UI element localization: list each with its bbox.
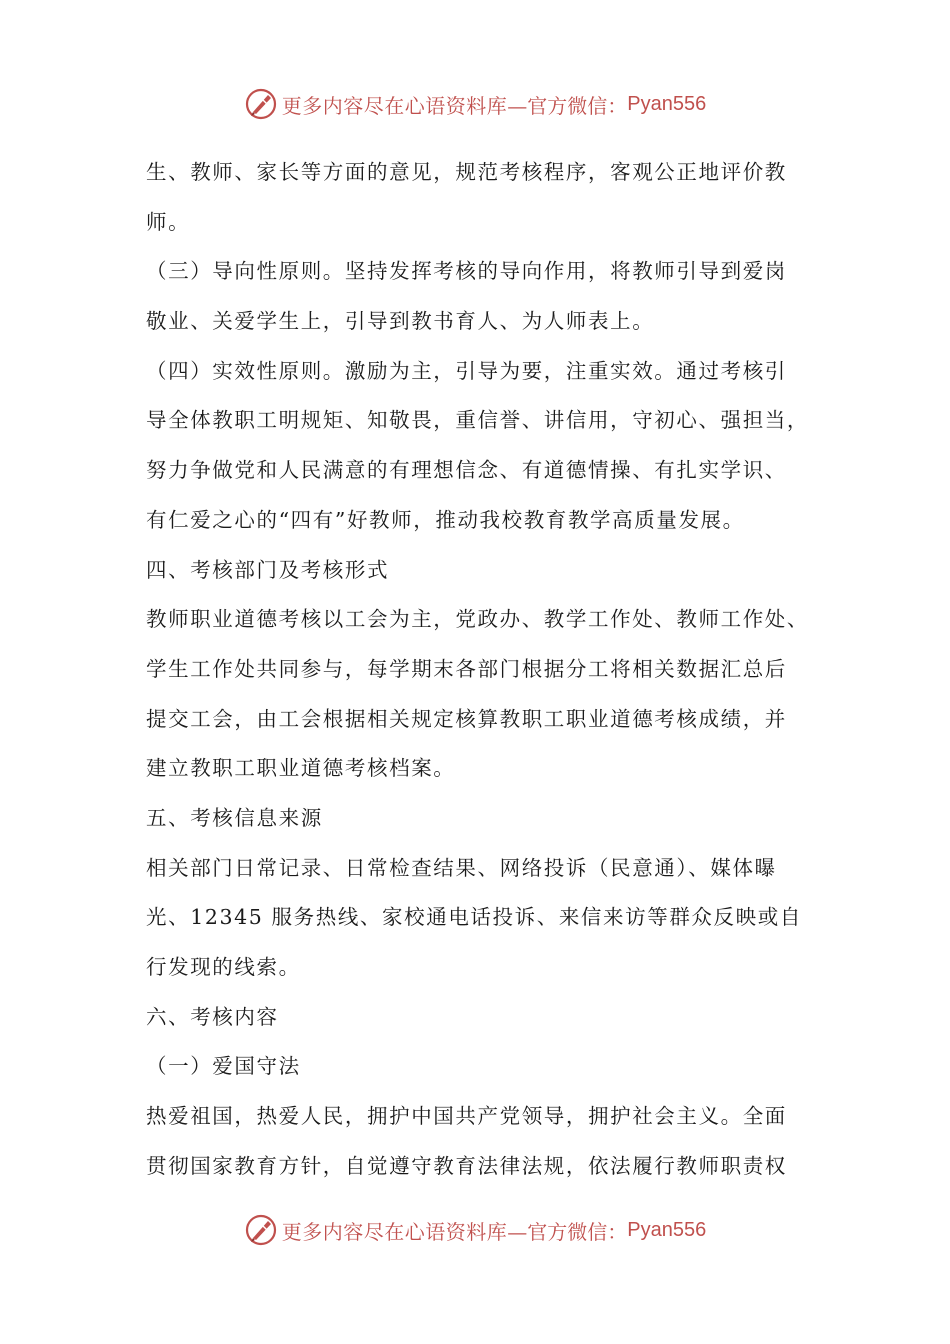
- watermark-id: Pyan556: [627, 92, 707, 115]
- quill-pen-logo-icon: [244, 1213, 278, 1247]
- text-line: 导全体教职工明规矩、知敬畏，重信誉、讲信用，守初心、强担当，: [146, 408, 809, 433]
- subsection-heading: （一）爱国守法: [146, 1054, 301, 1079]
- text-line: 努力争做党和人民满意的有理想信念、有道德情操、有扎实学识、: [146, 458, 787, 483]
- text-line: 贯彻国家教育方针，自觉遵守教育法律法规，依法履行教师职责权: [146, 1153, 787, 1178]
- text-line: 生、教师、家长等方面的意见，规范考核程序，客观公正地评价教: [146, 160, 787, 184]
- watermark-banner-bottom: [0, 1208, 950, 1252]
- text-line: 光、12345 服务热线、家校通电话投诉、来信来访等群众反映或自: [146, 905, 802, 930]
- watermark-text: 更多内容尽在心语资料库: [281, 1219, 508, 1244]
- text-line: （三）导向性原则。坚持发挥考核的导向作用，将教师引导到爱岗: [146, 259, 787, 284]
- watermark-id: Pyan556: [627, 1218, 707, 1241]
- watermark-banner-top: [0, 82, 950, 126]
- text-line: （四）实效性原则。激励为主，引导为要，注重实效。通过考核引: [146, 358, 787, 383]
- document-body: [146, 148, 816, 1191]
- text-line: 热爱祖国，热爱人民，拥护中国共产党领导，拥护社会主义。全面: [146, 1104, 787, 1129]
- section-heading: 四、考核部门及考核形式: [146, 557, 390, 582]
- text-line: 教师职业道德考核以工会为主，党政办、教学工作处、教师工作处、: [146, 607, 809, 632]
- text-line: 师。: [146, 209, 191, 234]
- text-line: 有仁爱之心的“四有”好教师，推动我校教育教学高质量发展。: [146, 507, 745, 532]
- section-heading: 六、考核内容: [146, 1004, 279, 1029]
- quill-pen-logo-icon: [244, 87, 278, 121]
- section-heading: 五、考核信息来源: [146, 805, 323, 830]
- text-line: 建立教职工职业道德考核档案。: [146, 756, 456, 781]
- text-line: 行发现的线索。: [146, 955, 301, 979]
- watermark-text: 更多内容尽在心语资料库: [281, 93, 508, 118]
- text-line: 提交工会，由工会根据相关规定核算教职工职业道德考核成绩，并: [146, 706, 787, 731]
- text-line: 相关部门日常记录、日常检查结果、网络投诉（民意通）、媒体曝: [146, 855, 777, 880]
- text-line: 敬业、关爱学生上，引导到教书育人、为人师表上。: [146, 309, 655, 334]
- watermark-separator: —官方微信：: [507, 93, 628, 118]
- watermark-separator: —官方微信：: [507, 1219, 628, 1244]
- text-line: 学生工作处共同参与，每学期末各部门根据分工将相关数据汇总后: [146, 656, 787, 681]
